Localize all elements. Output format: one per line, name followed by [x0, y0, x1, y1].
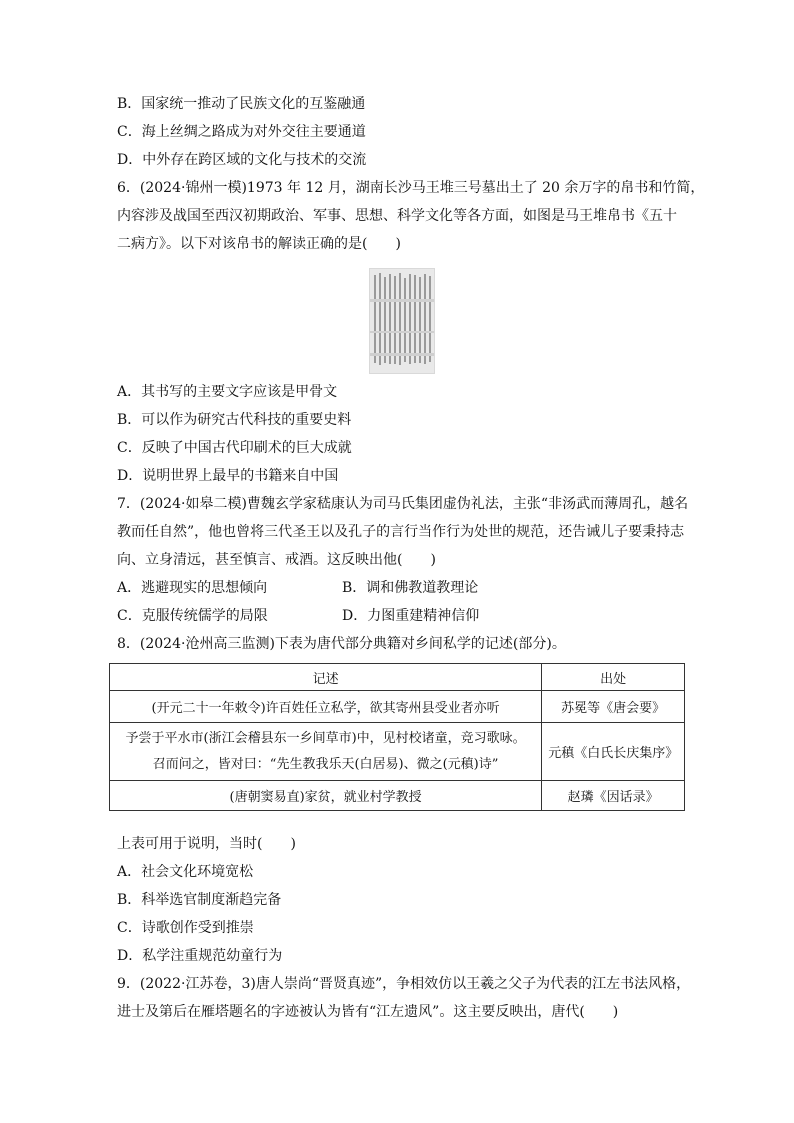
manuscript-texture	[370, 269, 434, 373]
q8-option-d: D．私学注重规范幼童行为	[117, 948, 283, 964]
table-cell-source: 赵璘《因话录》	[542, 781, 685, 811]
table-cell-record: (唐朝窦易直)家贫，就业村学教授	[110, 781, 542, 811]
table-cell-record: (开元二十一年敕令)许百姓任立私学，欲其寄州县受业者亦听	[110, 691, 542, 723]
q6-stem-line3: 二病方》。以下对该帛书的解读正确的是( )	[117, 236, 401, 252]
q6-option-c: C．反映了中国古代印刷术的巨大成就	[117, 440, 352, 456]
table-row	[110, 781, 685, 811]
q7-stem-line3: 向、立身清远，甚至慎言、戒酒。这反映出他( )	[117, 552, 436, 568]
q7-option-c: C．克服传统儒学的局限	[117, 608, 268, 624]
q7-option-d: D．力图重建精神信仰	[342, 608, 480, 624]
table-header-row	[110, 664, 685, 691]
q7-stem-line2: 教而任自然”，他也曾将三代圣王以及孔子的言行当作行为处世的规范，还告诫儿子要秉持志	[117, 524, 685, 540]
table-cell-record-line2: 召而问之，皆对曰：“先生教我乐天(白居易)、微之(元稹)诗”	[152, 756, 499, 772]
table-header-source: 出处	[542, 664, 685, 691]
q9-stem-line2: 进士及第后在雁塔题名的字迹被认为皆有“江左遗风”。这主要反映出，唐代( )	[117, 1004, 619, 1020]
q8-question: 上表可用于说明，当时( )	[117, 836, 296, 852]
table-cell-source: 苏冕等《唐会要》	[542, 691, 685, 723]
table-row	[110, 723, 685, 781]
q6-stem-line2: 内容涉及战国至西汉初期政治、军事、思想、科学文化等各方面，如图是马王堆帛书《五十	[117, 208, 677, 224]
q6-option-d: D．说明世界上最早的书籍来自中国	[117, 468, 339, 484]
q8-option-b: B．科举选官制度渐趋完备	[117, 892, 282, 908]
prev-option-d: D．中外存在跨区域的文化与技术的交流	[117, 152, 367, 168]
table-cell-record-line1: 予尝于平水市(浙江会稽县东一乡间草市)中，见村校诸童，竞习歌咏。	[125, 730, 526, 746]
source-table	[109, 663, 685, 811]
table-header-record: 记述	[110, 664, 542, 691]
q8-option-a: A．社会文化环境宽松	[117, 864, 254, 880]
q8-stem: 8．(2024·沧州高三监测)下表为唐代部分典籍对乡间私学的记述(部分)。	[117, 636, 566, 652]
silk-manuscript-image	[369, 268, 435, 374]
prev-option-c: C．海上丝绸之路成为对外交往主要通道	[117, 124, 366, 140]
q9-stem-line1: 9．(2022·江苏卷，3)唐人崇尚“晋贤真迹”，争相效仿以王羲之父子为代表的江左书法风格，	[117, 976, 691, 992]
table-cell-source: 元稹《白氏长庆集序》	[542, 723, 685, 781]
q7-stem-line1: 7．(2024·如皋二模)曹魏玄学家嵇康认为司马氏集团虚伪礼法，主张“非汤武而薄周孔，越名	[117, 496, 689, 512]
table-row	[110, 691, 685, 723]
q8-option-c: C．诗歌创作受到推崇	[117, 920, 254, 936]
table-cell-record	[110, 723, 542, 781]
q7-option-b: B．调和佛教道教理论	[342, 580, 479, 596]
q6-stem-line1: 6．(2024·锦州一模)1973 年 12 月，湖南长沙马王堆三号墓出土了 20 余万字的帛书和竹简，	[117, 180, 705, 196]
q6-option-a: A．其书写的主要文字应该是甲骨文	[117, 384, 338, 400]
q7-option-a: A．逃避现实的思想倾向	[117, 580, 268, 596]
q6-option-b: B．可以作为研究古代科技的重要史料	[117, 412, 352, 428]
prev-option-b: B．国家统一推动了民族文化的互鉴融通	[117, 96, 366, 112]
